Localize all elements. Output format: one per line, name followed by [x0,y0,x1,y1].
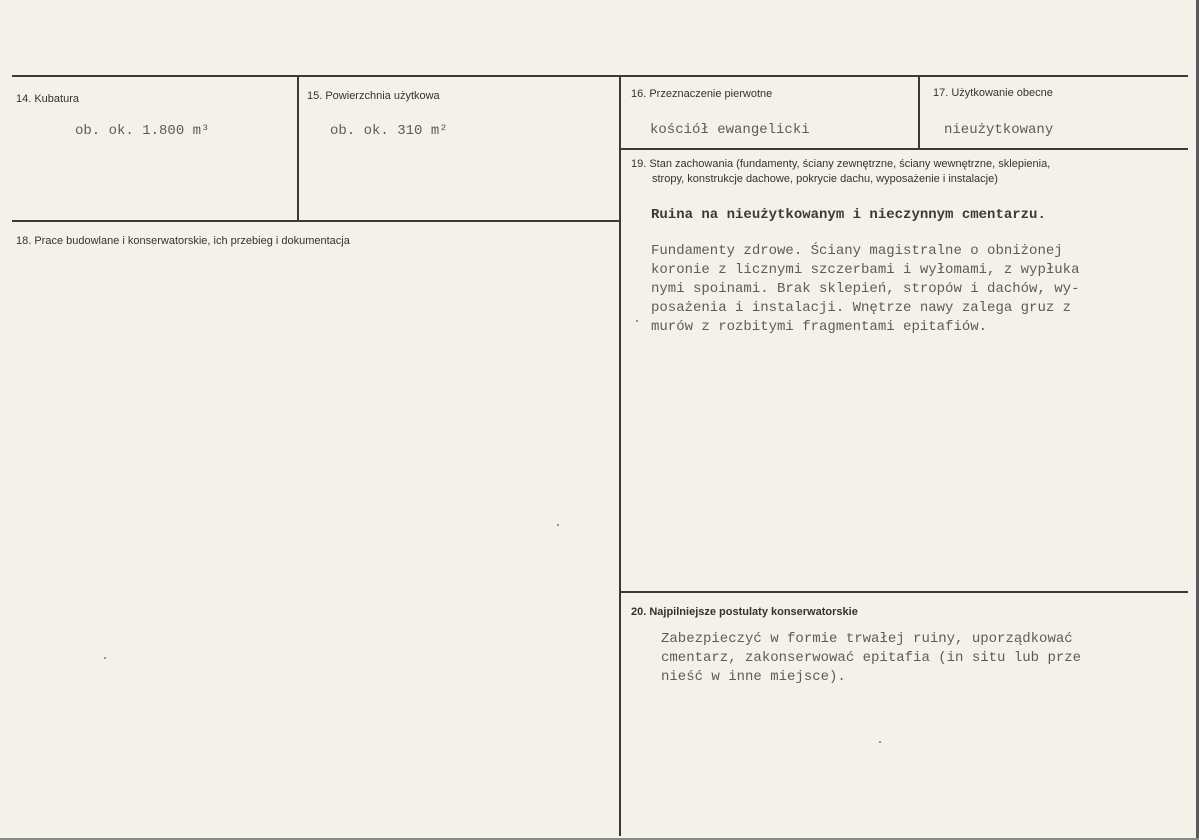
field-15-value: ob. ok. 310 m² [330,123,448,139]
field-19-text: Fundamenty zdrowe. Ściany magistralne o obniżonej koronie z licznymi szczerbami i wyłomami, z wypłuka nymi spoinami. Brak sklepień, stropów i dachów, wy- posażenia i instalacji. Wnętrze nawy zalega gruz z murów z rozbitymi fragmentami epitafiów. [651,243,1080,335]
top-rule [12,75,1188,77]
field-20-label: 20. Najpilniejsze postulaty konserwatorskie [631,606,858,618]
divider-left-right [619,76,621,836]
rule-below-14-15 [12,220,620,222]
field-18-label: 18. Prace budowlane i konserwatorskie, ich przebieg i dokumentacja [16,235,350,247]
field-17-label: 17. Użytkowanie obecne [933,87,1053,99]
field-14-label: 14. Kubatura [16,93,79,105]
rule-below-16-17 [620,148,1188,150]
field-15-label: 15. Powierzchnia użytkowa [307,90,440,102]
field-19-label-line2: stropy, konstrukcje dachowe, pokrycie dachu, wyposażenie i instalacje) [652,173,998,185]
field-20-text: Zabezpieczyć w formie trwałej ruiny, uporządkować cmentarz, zakonserwować epitafia (in situ lub prze nieść w inne miejsce). [661,631,1082,685]
field-16-label: 16. Przeznaczenie pierwotne [631,88,773,100]
field-19-label-line1: 19. Stan zachowania (fundamenty, ściany zewnętrzne, ściany wewnętrzne, sklepienia, [631,158,1051,170]
scan-speck [557,524,559,526]
rule-above-20 [620,591,1188,593]
divider-16-17 [918,76,920,149]
field-14-value: ob. ok. 1.800 m³ [75,123,210,139]
divider-14-15 [297,76,299,222]
scan-speck [636,320,638,322]
field-16-value: kościół ewangelicki [650,122,810,138]
scan-speck [104,657,106,659]
field-19-heading: Ruina na nieużytkowanym i nieczynnym cmentarzu. [651,207,1046,223]
field-17-value: nieużytkowany [944,122,1054,138]
scan-speck [879,741,881,743]
